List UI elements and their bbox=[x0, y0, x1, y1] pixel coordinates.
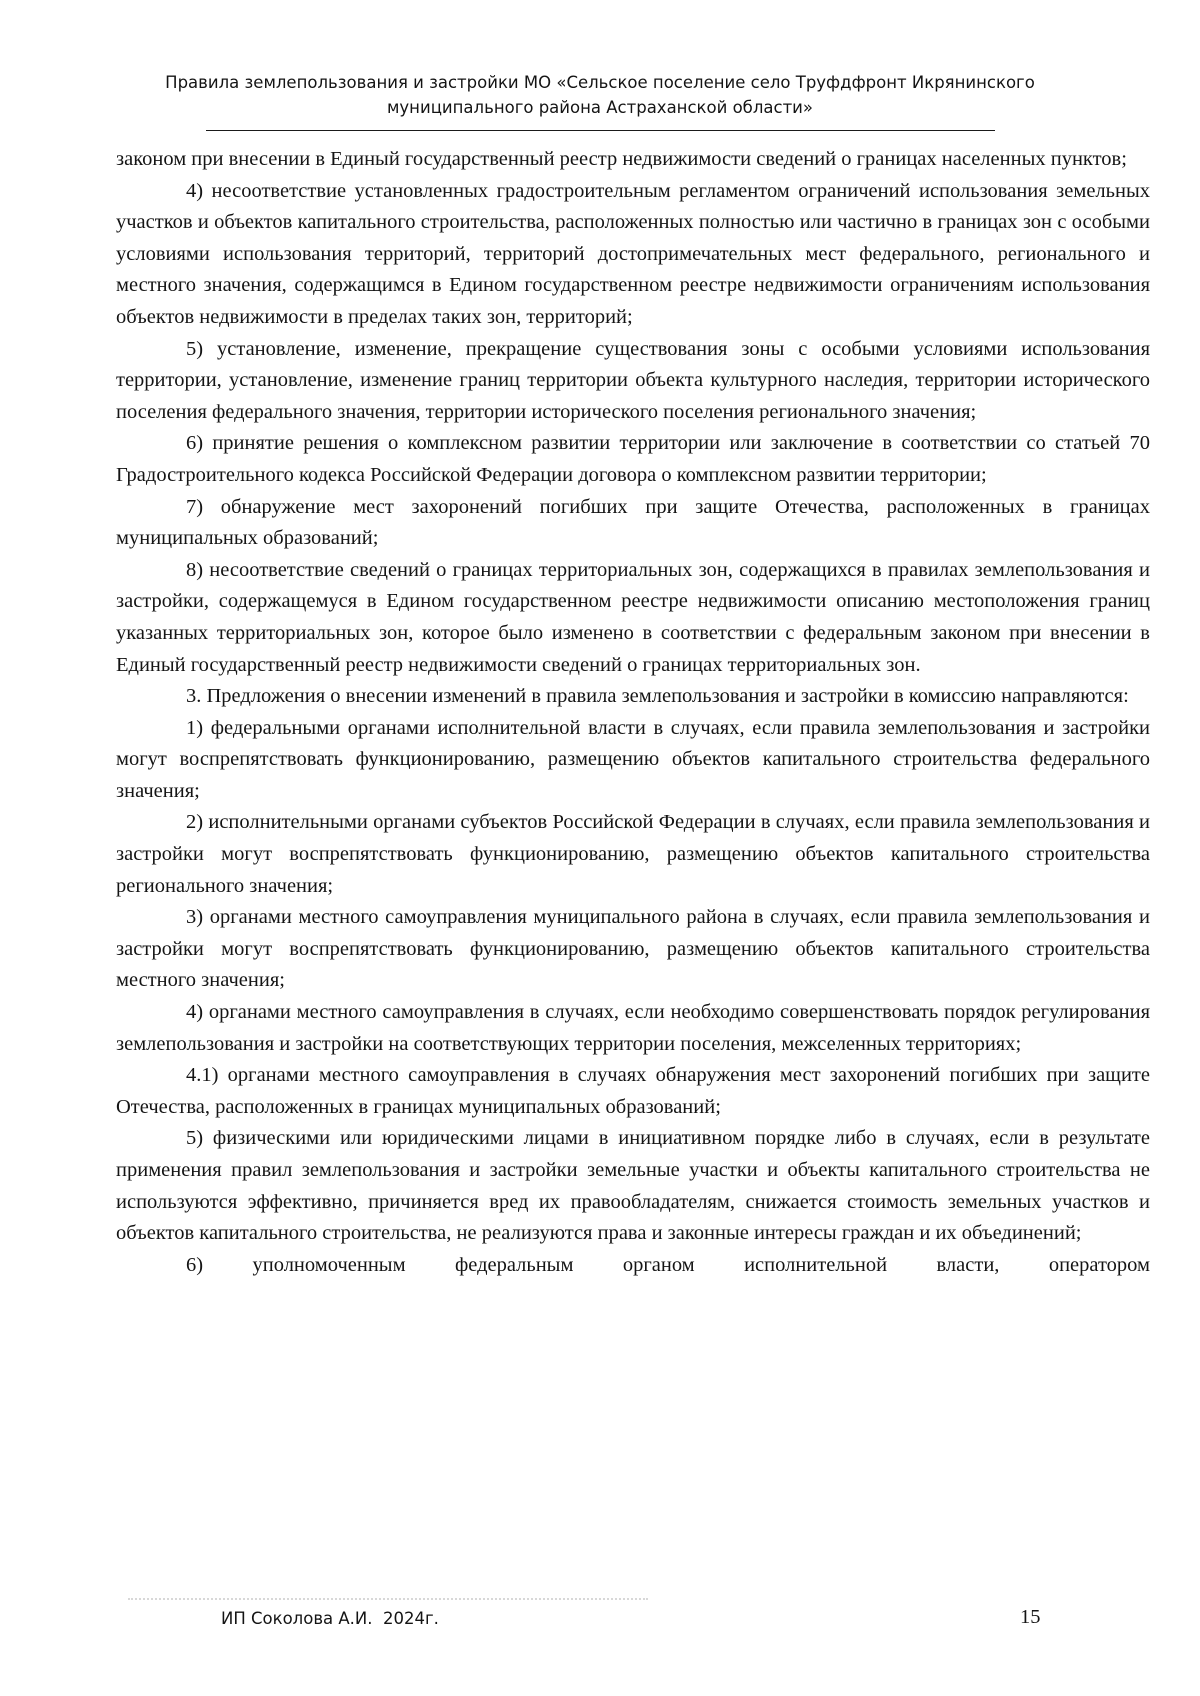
paragraph: 6) принятие решения о комплексном развитии территории или заключение в соответствии со статьей 70 Градостроительного кодекса Российской Федерации договора о комплексном развитии территории; bbox=[116, 432, 1150, 486]
paragraph: 3) органами местного самоуправления муниципального района в случаях, если правила землепользования и застройки могут воспрепятствовать функционированию, размещению объектов капитального строительства местного значения; bbox=[116, 906, 1150, 992]
paragraph: 8) несоответствие сведений о границах территориальных зон, содержащихся в правилах землепользования и застройки, содержащемуся в Едином государственном реестре недвижимости описанию местоположения границ указанных территориальных зон, которое было изменено в соответствии с федеральным законом при внесении в Единый государственный реестр недвижимости сведений о границах территориальных зон. bbox=[116, 558, 1150, 676]
paragraph: законом при внесении в Единый государственный реестр недвижимости сведений о границах населенных пунктов; bbox=[116, 148, 1127, 170]
page-number: 15 bbox=[1020, 1606, 1041, 1628]
document-body bbox=[116, 144, 1150, 1281]
paragraph: 5) физическими или юридическими лицами в инициативном порядке либо в случаях, если в результате применения правил землепользования и застройки земельные участки и объекты капитального строительства не используются эффективно, причиняется вред их правообладателям, снижается стоимость земельных участков и объектов капитального строительства, не реализуются права и законные интересы граждан и их объединений; bbox=[116, 1127, 1150, 1245]
paragraph: 2) исполнительными органами субъектов Российской Федерации в случаях, если правила землепользования и застройки могут воспрепятствовать функционированию, размещению объектов капитального строительства регионального значения; bbox=[116, 811, 1150, 897]
header-divider bbox=[206, 130, 995, 131]
paragraph: 4.1) органами местного самоуправления в случаях обнаружения мест захоронений погибших при защите Отечества, расположенных в границах муниципальных образований; bbox=[116, 1064, 1150, 1118]
paragraph: 6) уполномоченным федеральным органом исполнительной власти, оператором bbox=[186, 1253, 1150, 1276]
paragraph: 4) несоответствие установленных градостроительным регламентом ограничений использования земельных участков и объектов капитального строительства, расположенных полностью или частично в границах зон с особыми условиями использования территорий, территорий достопримечательных мест федерального, регионального и местного значения, содержащимся в Едином государственном реестре недвижимости ограничениям использования объектов недвижимости в пределах таких зон, территорий; bbox=[116, 179, 1150, 328]
paragraph: 4) органами местного самоуправления в случаях, если необходимо совершенствовать порядок регулирования землепользования и застройки на соответствующих территории поселения, межселенных территориях; bbox=[116, 1001, 1150, 1055]
header-line-1: Правила землепользования и застройки МО «Сельское поселение село Труфдфронт Икрянинского bbox=[165, 73, 1035, 92]
paragraph: 5) установление, изменение, прекращение существования зоны с особыми условиями использования территории, установление, изменение границ территории объекта культурного наследия, территории исторического поселения федерального значения, территории исторического поселения регионального значения; bbox=[116, 337, 1150, 423]
paragraph: 1) федеральными органами исполнительной власти в случаях, если правила землепользования и застройки могут воспрепятствовать функционированию, размещению объектов капитального строительства федерального значения; bbox=[116, 716, 1150, 802]
footer-divider bbox=[128, 1598, 648, 1600]
header-line-2: муниципального района Астраханской области» bbox=[386, 98, 814, 117]
paragraph: 7) обнаружение мест захоронений погибших при защите Отечества, расположенных в границах муниципальных образований; bbox=[116, 495, 1150, 550]
paragraph: 3. Предложения о внесении изменений в правила землепользования и застройки в комиссию направляются: bbox=[186, 685, 1129, 708]
footer-author: ИП Соколова А.И. 2024г. bbox=[221, 1609, 439, 1628]
page-header bbox=[150, 70, 1050, 120]
